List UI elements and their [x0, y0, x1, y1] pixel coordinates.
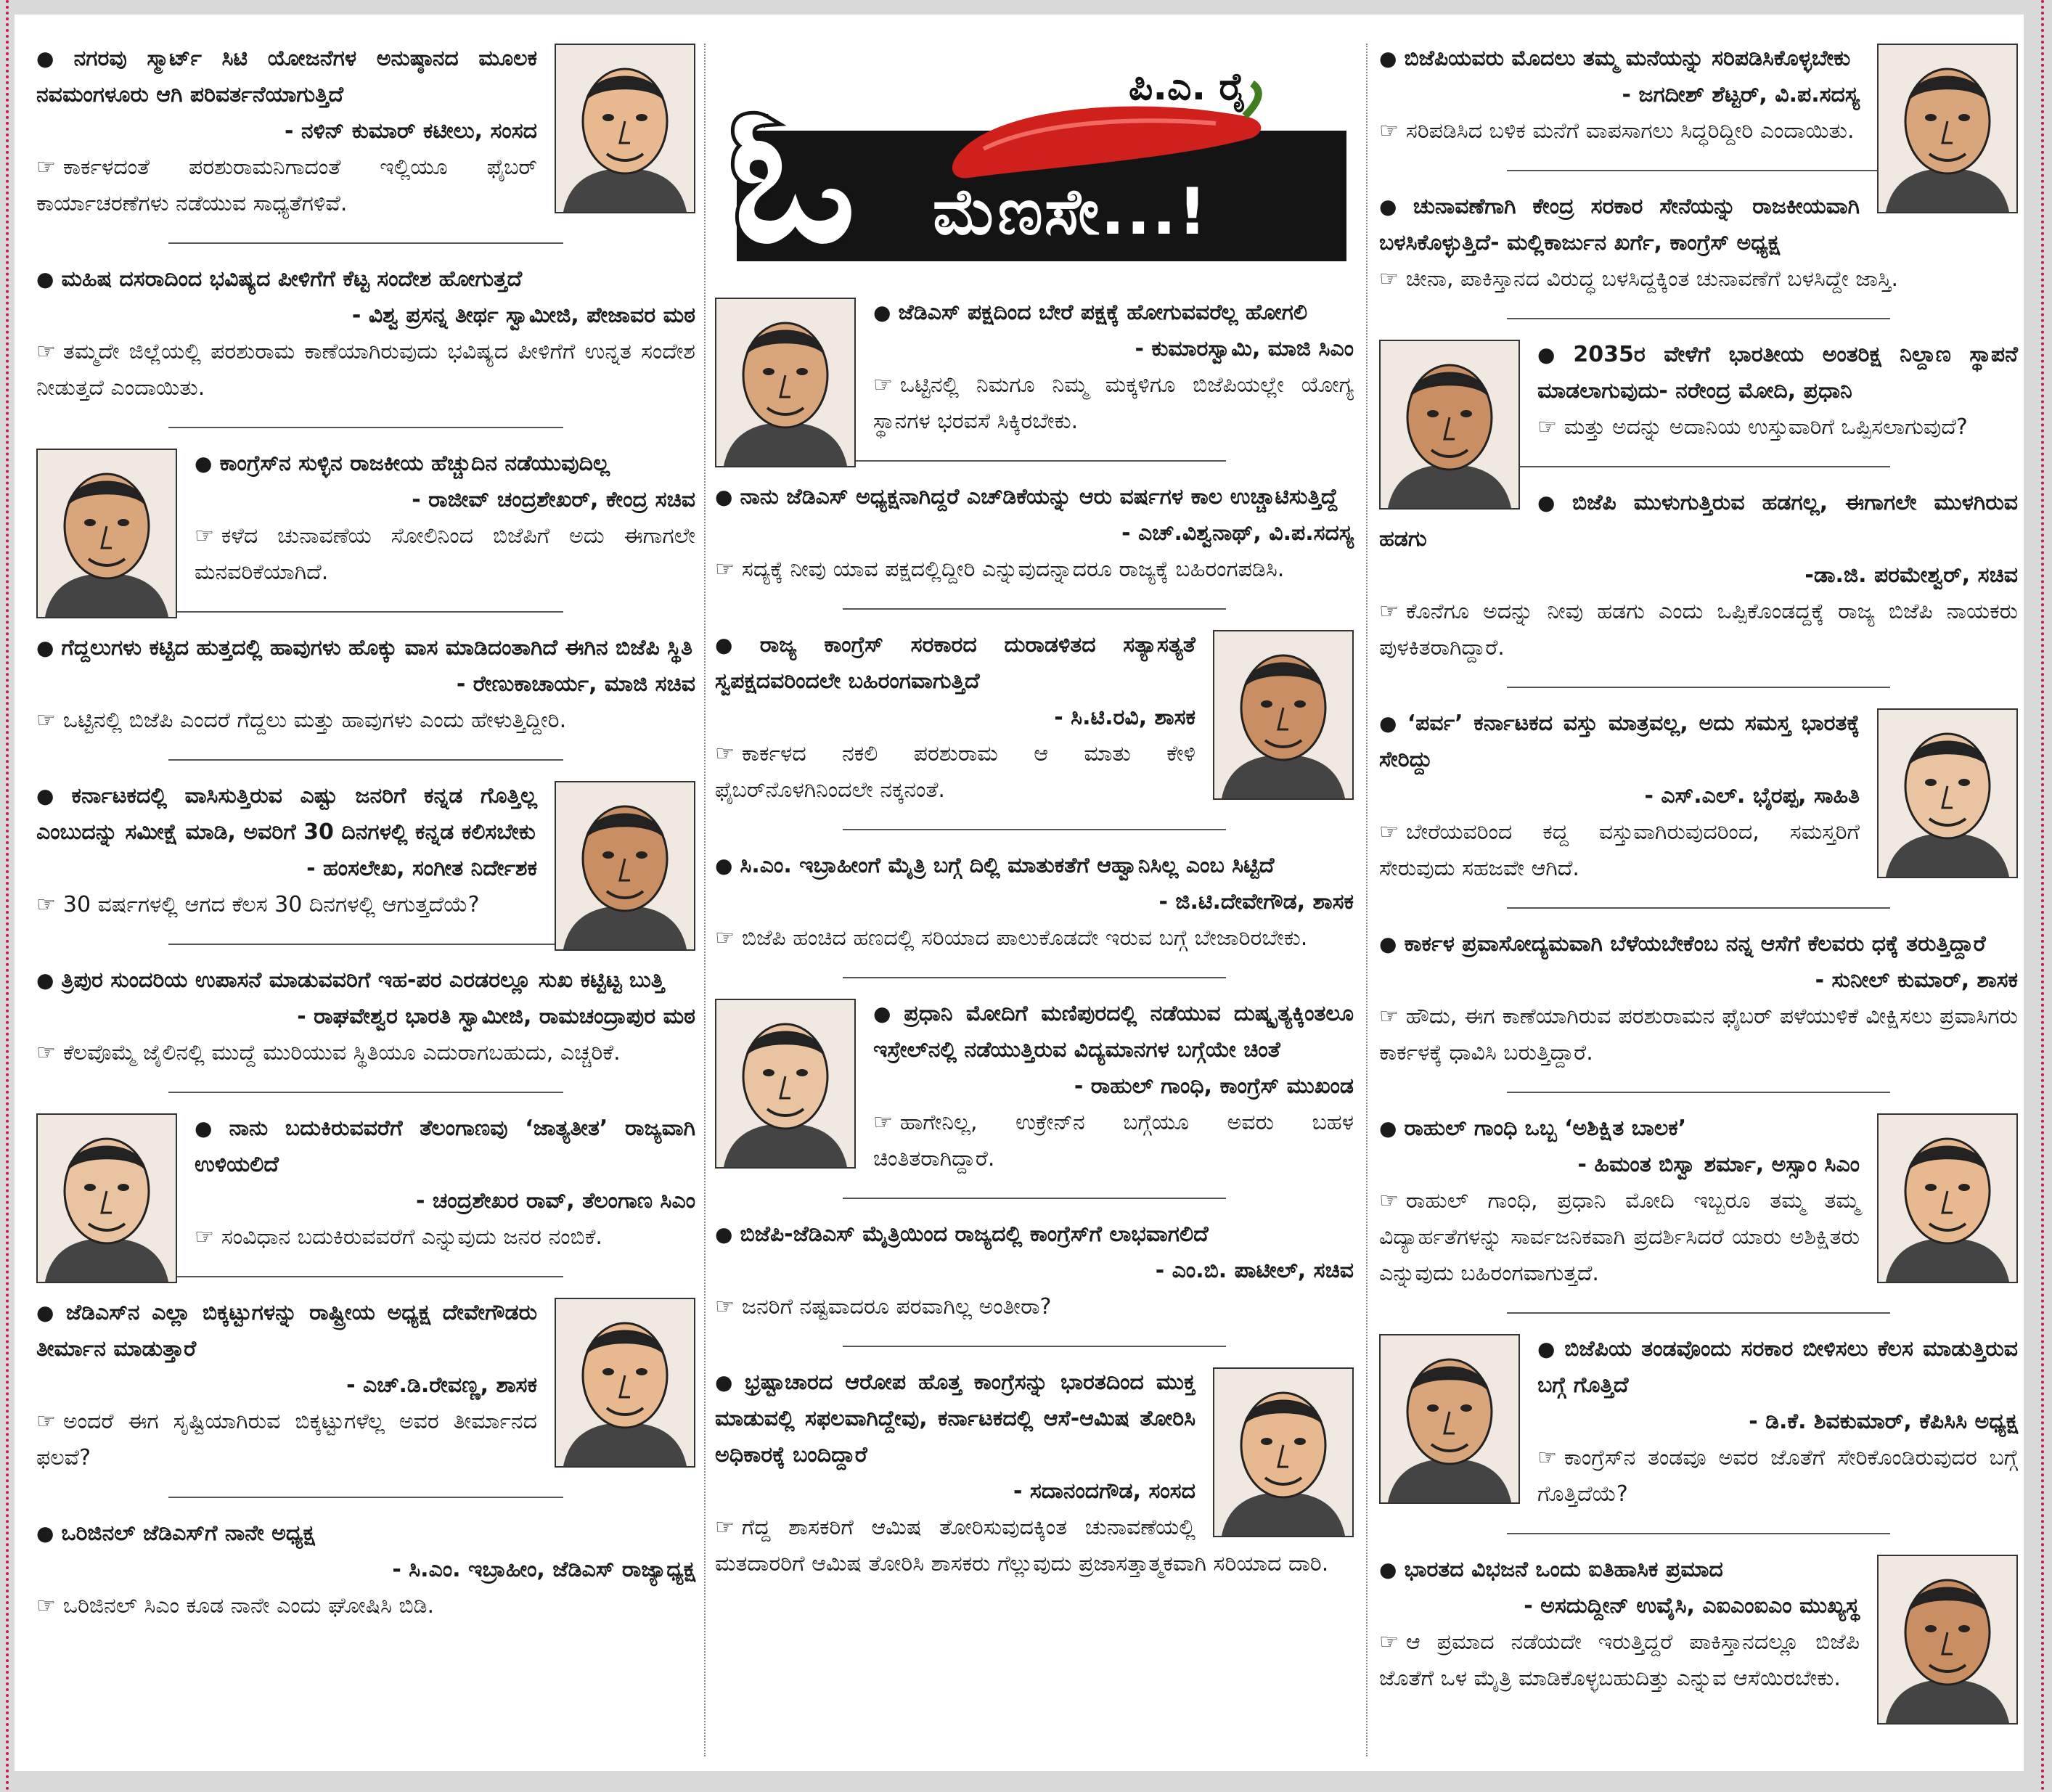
- bullet-icon: ●: [715, 1222, 733, 1246]
- caricature-portrait: [715, 999, 856, 1169]
- quote-speaker: - ಎಚ್.ಡಿ.ರೇವಣ್ಣ, ಶಾಸಕ: [346, 1372, 537, 1398]
- quote-speaker: -ಡಾ.ಜಿ. ಪರಮೇಶ್ವರ್, ಸಚಿವ: [1804, 562, 2018, 588]
- quote-statement: ಬಿಜೆಪಿಯ ತಂಡವೊಂದು ಸರಕಾರ ಬೀಳಿಸಲು ಕೆಲಸ ಮಾಡುತ್ತಿರುವ ಬಗ್ಗೆ ಗೊತ್ತಿದೆ: [1537, 1336, 2018, 1398]
- quote-statement: ಭಾರತದ ವಿಭಜನೆ ಒಂದು ಐತಿಹಾಸಿಕ ಪ್ರಮಾದ: [1404, 1557, 1723, 1582]
- quote-speaker: - ರಾಜೀವ್ ಚಂದ್ರಶೇಖರ್, ಕೇಂದ್ರ ಸಚಿವ: [412, 487, 695, 512]
- bullet-icon: ●: [715, 485, 733, 509]
- pointing-hand-icon: ☞: [195, 1224, 214, 1250]
- pointing-hand-icon: ☞: [36, 339, 56, 364]
- reply-statement: ಒಟ್ಟಿನಲ್ಲಿ ಬಿಜೆಪಿ ಎಂದರೆ ಗೆದ್ದಲು ಮತ್ತು ಹಾವುಗಳು ಎಂದು ಹೇಳುತ್ತಿದ್ದೀರಿ.: [62, 708, 567, 733]
- reply-statement: ಕಾರ್ಕಳದ ನಕಲಿ ಪರಶುರಾಮ ಆ ಮಾತು ಕೇಳಿ ಫೈಬರ್‌ನೊಳಗಿನಿಂದಲೇ ನಕ್ಕನಂತೆ.: [715, 741, 1195, 803]
- item-divider: [1507, 907, 1890, 909]
- reply-statement: ಬಿಜೆಪಿ ಹಂಚಿದ ಹಣದಲ್ಲಿ ಸರಿಯಾದ ಪಾಲುಕೊಡದೇ ಇರುವ ಬಗ್ಗೆ ಬೇಜಾರಿರಬೇಕು.: [741, 925, 1308, 951]
- bullet-icon: ●: [36, 1521, 54, 1545]
- column-author: ಪಿ.ಎ. ರೈ: [1129, 65, 1247, 109]
- logo-o-glyph-icon: [722, 65, 925, 285]
- quote-speaker: - ಹಿಮಂತ ಬಿಸ್ವಾ ಶರ್ಮಾ, ಅಸ್ಸಾಂ ಸಿಎಂ: [1577, 1152, 1860, 1177]
- quote-item: [715, 991, 1354, 1185]
- reply-statement: ರಾಹುಲ್ ಗಾಂಧಿ, ಪ್ರಧಾನಿ ಮೋದಿ ಇಬ್ಬರೂ ತಮ್ಮ ತಮ್ಮ ವಿದ್ಯಾರ್ಹತೆಗಳನ್ನು ಸಾರ್ವಜನಿಕವಾಗಿ ಪ್ರದರ್ಶಿಸಿದರೆ ಯಾರು ಅಶಿಕ್ಷಿತರು ಎನ್ನುವುದು ಬಹಿರಂಗವಾಗುತ್ತದೆ.: [1379, 1188, 1860, 1286]
- reply-text: [715, 552, 1354, 588]
- bullet-icon: ●: [195, 451, 213, 475]
- quote-statement: ನಾನು ಜೆಡಿಎಸ್ ಅಧ್ಯಕ್ಷನಾಗಿದ್ದರೆ ಎಚ್‌ಡಿಕೆಯನ್ನು ಆರು ವರ್ಷಗಳ ಕಾಲ ಉಚ್ಚಾಟಿಸುತ್ತಿದ್ದೆ: [740, 484, 1338, 510]
- quote-item: [36, 257, 695, 414]
- item-divider: [168, 759, 564, 761]
- reply-statement: ಹೌದು, ಈಗ ಕಾಣೆಯಾಗಿರುವ ಪರಶುರಾಮನ ಫೈಬರ್ ಪಳೆಯುಳಿಕೆ ವೀಕ್ಷಿಸಲು ಪ್ರವಾಸಿಗರು ಕಾರ್ಕಳಕ್ಕೆ ಧಾವಿಸಿ ಬರುತ್ತಿದ್ದಾರೆ.: [1379, 1004, 2018, 1065]
- bullet-icon: ●: [36, 968, 54, 992]
- reply-text: [1379, 594, 2018, 666]
- quote-statement: ಬಿಜೆಪಿ ಮುಳುಗುತ್ತಿರುವ ಹಡಗಲ್ಲ, ಈಗಾಗಲೇ ಮುಳಗಿರುವ ಹಡಗು: [1379, 490, 2018, 552]
- quote-statement: ರಾಜ್ಯ ಕಾಂಗ್ರೆಸ್ ಸರಕಾರದ ದುರಾಡಳಿತದ ಸತ್ಯಾಸತ್ಯತೆ ಸ್ವಪಕ್ಷದವರಿಂದಲೇ ಬಹಿರಂಗವಾಗುತ್ತಿದೆ: [715, 632, 1195, 694]
- quote-text: [715, 1216, 1354, 1253]
- item-divider: [843, 1198, 1226, 1199]
- pointing-hand-icon: ☞: [1537, 414, 1557, 440]
- quote-text: [715, 479, 1354, 515]
- bullet-icon: ●: [715, 633, 753, 657]
- reply-text: [36, 1035, 695, 1071]
- pointing-hand-icon: ☞: [715, 741, 735, 766]
- quote-item: [1379, 184, 2018, 305]
- reply-statement: ಹಾಗೇನಿಲ್ಲ, ಉಕ್ರೇನ್‌ನ ಬಗ್ಗೆಯೂ ಅವರು ಬಹಳ ಚಿಂತಿತರಾಗಿದ್ದಾರೆ.: [873, 1110, 1354, 1171]
- quote-speaker: - ಹಂಸಲೇಖ, ಸಂಗೀತ ನಿರ್ದೇಶಕ: [306, 856, 537, 881]
- caricature-portrait: [36, 1113, 177, 1283]
- pointing-hand-icon: ☞: [1379, 1629, 1399, 1655]
- quote-speaker: - ರೇಣುಕಾಚಾರ್ಯ, ಮಾಜಿ ಸಚಿವ: [456, 671, 695, 697]
- item-divider: [1507, 687, 1890, 688]
- bullet-icon: ●: [873, 1002, 897, 1026]
- pointing-hand-icon: ☞: [873, 1110, 893, 1135]
- quote-speaker: - ಕುಮಾರಸ್ವಾಮಿ, ಮಾಜಿ ಸಿಎಂ: [1135, 336, 1354, 361]
- quote-statement: ಪ್ರಧಾನಿ ಮೋದಿಗೆ ಮಣಿಪುರದಲ್ಲಿ ನಡೆಯುವ ದುಷ್ಕೃತ್ಯಕ್ಕಿಂತಲೂ ಇಸ್ರೇಲ್‌ನಲ್ಲಿ ನಡೆಯುತ್ತಿರುವ ವಿದ್ಯಮಾನಗಳ ಬಗ್ಗೆಯೇ ಚಿಂತೆ: [873, 1001, 1354, 1063]
- quote-item: [715, 623, 1354, 816]
- svg-text:ಓ: ಓ: [729, 65, 857, 285]
- quote-item: [36, 1511, 695, 1632]
- bullet-icon: ●: [1537, 491, 1566, 515]
- quote-item: [1379, 922, 2018, 1079]
- column-1: [36, 36, 695, 1771]
- pointing-hand-icon: ☞: [36, 892, 56, 917]
- reply-statement: ಕಳೆದ ಚುನಾವಣೆಯ ಸೋಲಿನಿಂದ ಬಿಜೆಪಿಗೆ ಅದು ಈಗಾಗಲೇ ಮನವರಿಕೆಯಾಗಿದೆ.: [195, 523, 695, 585]
- reply-statement: ತಮ್ಮದೇ ಜಿಲ್ಲೆಯಲ್ಲಿ ಪರಶುರಾಮ ಕಾಣೆಯಾಗಿರುವುದು ಭವಿಷ್ಯದ ಪೀಳಿಗೆಗೆ ಉನ್ನತ ಸಂದೇಶ ನೀಡುತ್ತದೆ ಎಂದಾಯಿತು.: [36, 339, 695, 401]
- caricature-portrait: [555, 44, 695, 213]
- reply-statement: ಆ ಪ್ರಮಾದ ನಡೆಯದೇ ಇರುತ್ತಿದ್ದರೆ ಪಾಕಿಸ್ತಾನದಲ್ಲೂ ಬಿಜೆಪಿ ಜೊತೆಗೆ ಒಳ ಮೈತ್ರಿ ಮಾಡಿಕೊಳ್ಳಬಹುದಿತ್ತು ಎನ್ನುವ ಆಸೆಯಿರಬೇಕು.: [1379, 1629, 1860, 1691]
- reply-statement: ಒರಿಜಿನಲ್ ಸಿಎಂ ಕೂಡ ನಾನೇ ಎಂದು ಘೋಷಿಸಿ ಬಿಡಿ.: [62, 1593, 435, 1619]
- quote-speaker: - ರಾಹುಲ್ ಗಾಂಧಿ, ಕಾಂಗ್ರೆಸ್ ಮುಖಂಡ: [1074, 1073, 1354, 1099]
- pointing-hand-icon: ☞: [715, 925, 735, 951]
- reply-text: [36, 334, 695, 406]
- quote-item: [36, 441, 695, 598]
- pointing-hand-icon: ☞: [195, 523, 214, 549]
- quote-item: [36, 36, 695, 229]
- caricature-portrait: [555, 781, 695, 951]
- reply-statement: ಜನರಿಗೆ ನಷ್ಟವಾದರೂ ಪರವಾಗಿಲ್ಲ ಅಂತೀರಾ?: [741, 1294, 1052, 1320]
- quote-statement: ಜೆಡಿಎಸ್ ಪಕ್ಷದಿಂದ ಬೇರೆ ಪಕ್ಷಕ್ಕೆ ಹೋಗುವವರೆಲ್ಲ ಹೋಗಲಿ: [898, 300, 1308, 325]
- caricature-portrait: [1877, 1555, 2018, 1725]
- caricature-portrait: [1213, 1367, 1354, 1537]
- quote-text: [715, 848, 1354, 884]
- pointing-hand-icon: ☞: [36, 155, 56, 180]
- quote-item: [715, 843, 1354, 964]
- reply-statement: ಸರಿಪಡಿಸಿದ ಬಳಿಕ ಮನೆಗೆ ವಾಪಸಾಗಲು ಸಿದ್ಧರಿದ್ದೀರಿ ಎಂದಾಯಿತು.: [1405, 118, 1855, 144]
- reply-statement: ಕಾರ್ಕಳದಂತೆ ಪರಶುರಾಮನಿಗಾದಂತೆ ಇಲ್ಲಿಯೂ ಫೈಬರ್ ಕಾರ್ಯಾಚರಣೆಗಳು ನಡೆಯುವ ಸಾಧ್ಯತೆಗಳಿವೆ.: [36, 155, 537, 216]
- reply-statement: ಮತ್ತು ಅದನ್ನು ಅದಾನಿಯ ಉಸ್ತುವಾರಿಗೆ ಒಪ್ಪಿಸಲಾಗುವುದೆ?: [1563, 414, 1968, 440]
- reply-text: [1379, 999, 2018, 1071]
- bullet-icon: ●: [195, 1116, 222, 1140]
- pointing-hand-icon: ☞: [715, 1515, 735, 1540]
- reply-statement: ಒಟ್ಟಿನಲ್ಲಿ ನಿಮಗೂ ನಿಮ್ಮ ಮಕ್ಕಳಿಗೂ ಬಿಜೆಪಿಯಲ್ಲೇ ಯೋಗ್ಯ ಸ್ಥಾನಗಳ ಭರವಸೆ ಸಿಕ್ಕಿರಬೇಕು.: [873, 372, 1354, 434]
- bullet-icon: ●: [1379, 932, 1397, 956]
- item-divider: [168, 427, 564, 428]
- item-divider: [843, 829, 1226, 830]
- pointing-hand-icon: ☞: [715, 557, 735, 582]
- quote-speaker: - ಸದಾನಂದಗೌಡ, ಸಂಸದ: [1013, 1478, 1195, 1504]
- quote-item: [36, 1290, 695, 1484]
- pointing-hand-icon: ☞: [873, 372, 893, 398]
- quote-item: [1379, 701, 2018, 894]
- caricature-portrait: [715, 298, 856, 467]
- quote-item: [1379, 480, 2018, 674]
- pointing-hand-icon: ☞: [1379, 266, 1399, 292]
- bullet-icon: ●: [1537, 343, 1566, 367]
- quote-text: [1379, 189, 2018, 261]
- reply-statement: ಕೆಲವೊಮ್ಮೆ ಜೈಲಿನಲ್ಲಿ ಮುದ್ದೆ ಮುರಿಯುವ ಸ್ಥಿತಿಯೂ ಎದುರಾಗಬಹುದು, ಎಚ್ಚರಿಕೆ.: [62, 1040, 621, 1065]
- pointing-hand-icon: ☞: [1379, 1004, 1399, 1029]
- right-stitch-border: [2041, 0, 2044, 1792]
- quote-item: [1379, 332, 2018, 453]
- bullet-icon: ●: [715, 1370, 737, 1394]
- reply-text: [1379, 261, 2018, 298]
- quote-statement: ನಗರವು ಸ್ಮಾರ್ಟ್ ಸಿಟಿ ಯೋಜನೆಗಳ ಅನುಷ್ಠಾನದ ಮೂಲಕ ನವಮಂಗಳೂರು ಆಗಿ ಪರಿವರ್ತನೆಯಾಗುತ್ತಿದೆ: [36, 46, 538, 107]
- quote-text: [36, 1515, 695, 1552]
- reply-statement: ಅಂದರೆ ಈಗ ಸೃಷ್ಟಿಯಾಗಿರುವ ಬಿಕ್ಕಟ್ಟುಗಳೆಲ್ಲ ಅವರ ತೀರ್ಮಾನದ ಫಲವೆ?: [36, 1409, 537, 1470]
- item-divider: [168, 242, 564, 244]
- item-divider: [843, 460, 1226, 462]
- caricature-portrait: [555, 1298, 695, 1468]
- quote-item: [715, 1212, 1354, 1333]
- quote-statement: ಸಿ.ಎಂ. ಇಬ್ರಾಹೀಂಗೆ ಮೈತ್ರಿ ಬಗ್ಗೆ ದಿಲ್ಲಿ ಮಾತುಕತೆಗೆ ಆಹ್ವಾನಿಸಿಲ್ಲ ಎಂಬ ಸಿಟ್ಟಿದೆ: [740, 853, 1275, 878]
- quote-statement: ರಾಹುಲ್ ಗಾಂಧಿ ಒಬ್ಬ ‘ಅಶಿಕ್ಷಿತ ಬಾಲಕ’: [1404, 1116, 1687, 1141]
- bullet-icon: ●: [1379, 711, 1400, 735]
- reply-statement: ಬೇರೆಯವರಿಂದ ಕದ್ದ ವಸ್ತುವಾಗಿರುವುದರಿಂದ, ಸಮಸ್ತರಿಗೆ ಸೇರುವುದು ಸಹಜವೇ ಆಗಿದೆ.: [1379, 819, 1860, 881]
- quote-item: [1379, 36, 2018, 157]
- bullet-icon: ●: [715, 854, 733, 877]
- column-title: ಮೆಣಸೇ...!: [933, 174, 1209, 249]
- quote-item: [36, 774, 695, 930]
- bullet-icon: ●: [36, 1301, 59, 1325]
- bullet-icon: ●: [1379, 1116, 1397, 1140]
- item-divider: [168, 1276, 564, 1277]
- column-3: [1379, 36, 2018, 1771]
- quote-item: [715, 1360, 1354, 1590]
- quote-statement: ಭ್ರಷ್ಟಾಚಾರದ ಆರೋಪ ಹೊತ್ತ ಕಾಂಗ್ರೆಸನ್ನು ಭಾರತದಿಂದ ಮುಕ್ತ ಮಾಡುವಲ್ಲಿ ಸಫಲವಾಗಿದ್ದೇವು, ಕರ್ನಾಟಕದಲ್ಲಿ ಆಸೆ-ಆಮಿಷ ತೋರಿಸಿ ಅಧಿಕಾರಕ್ಕೆ ಬಂದಿದ್ದಾರೆ: [715, 1370, 1195, 1468]
- quote-item: [36, 626, 695, 746]
- newspaper-page: [15, 15, 2024, 1771]
- quote-statement: ಕಾರ್ಕಳ ಪ್ರವಾಸೋದ್ಯಮವಾಗಿ ಬೆಳೆಯಬೇಕೆಂಬ ನನ್ನ ಆಸೆಗೆ ಕೆಲವರು ಧಕ್ಕೆ ತರುತ್ತಿದ್ದಾರೆ: [1404, 931, 1986, 957]
- quote-text: [36, 261, 695, 298]
- pointing-hand-icon: ☞: [36, 1409, 56, 1434]
- bullet-icon: ●: [1379, 1558, 1397, 1582]
- quote-speaker: - ಎಸ್.ಎಲ್. ಭೈರಪ್ಪ, ಸಾಹಿತಿ: [1644, 783, 1860, 809]
- reply-text: [715, 1289, 1354, 1325]
- item-divider: [1507, 466, 1890, 467]
- reply-statement: 30 ವರ್ಷಗಳಲ್ಲಿ ಆಗದ ಕೆಲಸ 30 ದಿನಗಳಲ್ಲಿ ಆಗುತ್ತದೆಯೆ?: [62, 892, 480, 917]
- reply-text: [36, 1588, 695, 1624]
- quote-item: [715, 290, 1354, 447]
- reply-statement: ಸಂವಿಧಾನ ಬದುಕಿರುವವರೆಗೆ ಎನ್ನುವುದು ಜನರ ನಂಬಿಕೆ.: [221, 1224, 602, 1250]
- pointing-hand-icon: ☞: [36, 1593, 56, 1619]
- quote-speaker: - ಸಿ.ಟಿ.ರವಿ, ಶಾಸಕ: [1054, 705, 1195, 730]
- quote-statement: ಕರ್ನಾಟಕದಲ್ಲಿ ವಾಸಿಸುತ್ತಿರುವ ಎಷ್ಟು ಜನರಿಗೆ ಕನ್ನಡ ಗೊತ್ತಿಲ್ಲ ಎಂಬುದನ್ನು ಸಮೀಕ್ಷೆ ಮಾಡಿ, ಅವರಿಗೆ 30 ದಿನಗಳಲ್ಲಿ ಕನ್ನಡ ಕಲಿಸಬೇಕು: [36, 783, 537, 845]
- item-divider: [168, 1497, 564, 1498]
- reply-statement: ಚೀನಾ, ಪಾಕಿಸ್ತಾನದ ವಿರುದ್ಧ ಬಳಸಿದ್ದಕ್ಕಿಂತ ಚುನಾವಣೆಗೆ ಬಳಸಿದ್ದೇ ಜಾಸ್ತಿ.: [1405, 266, 1899, 292]
- reply-statement: ಕೊನೆಗೂ ಅದನ್ನು ನೀವು ಹಡಗು ಎಂದು ಒಪ್ಪಿಕೊಂಡದ್ದಕ್ಕೆ ರಾಜ್ಯ ಬಿಜೆಪಿ ನಾಯಕರು ಪುಳಕಿತರಾಗಿದ್ದಾರೆ.: [1379, 599, 2018, 660]
- quote-text: [1379, 926, 2018, 962]
- quote-statement: ಬಿಜೆಪಿ-ಜೆಡಿಎಸ್ ಮೈತ್ರಿಯಿಂದ ರಾಜ್ಯದಲ್ಲಿ ಕಾಂಗ್ರೆಸ್‌ಗೆ ಲಾಭವಾಗಲಿದೆ: [740, 1222, 1209, 1247]
- pointing-hand-icon: ☞: [1379, 819, 1399, 845]
- column-separator: [704, 44, 706, 1756]
- quote-item: [1379, 1547, 2018, 1704]
- quote-statement: ‘ಪರ್ವ’ ಕರ್ನಾಟಕದ ವಸ್ತು ಮಾತ್ರವಲ್ಲ, ಅದು ಸಮಸ್ತ ಭಾರತಕ್ಕೆ ಸೇರಿದ್ದು: [1379, 711, 1860, 772]
- quote-statement: ಜೆಡಿಎಸ್‌ನ ಎಲ್ಲಾ ಬಿಕ್ಕಟ್ಟುಗಳನ್ನು ರಾಷ್ಟ್ರೀಯ ಅಧ್ಯಕ್ಷ ದೇವೇಗೌಡರು ತೀರ್ಮಾನ ಮಾಡುತ್ತಾರೆ: [36, 1300, 537, 1362]
- bullet-icon: ●: [36, 784, 65, 808]
- pointing-hand-icon: ☞: [1537, 1445, 1557, 1470]
- bullet-icon: ●: [36, 46, 67, 70]
- bullet-icon: ●: [36, 636, 54, 660]
- pointing-hand-icon: ☞: [715, 1294, 735, 1320]
- quote-item: [1379, 1106, 2018, 1299]
- item-divider: [1507, 318, 1890, 319]
- pointing-hand-icon: ☞: [1379, 118, 1399, 144]
- quote-speaker: - ರಾಘವೇಶ್ವರ ಭಾರತಿ ಸ್ವಾಮೀಜಿ, ರಾಮಚಂದ್ರಾಪುರ ಮಠ: [297, 1004, 695, 1029]
- quote-statement: ಬಿಜೆಪಿಯವರು ಮೊದಲು ತಮ್ಮ ಮನೆಯನ್ನು ಸರಿಪಡಿಸಿಕೊಳ್ಳಬೇಕು: [1404, 46, 1851, 71]
- reply-statement: ಸದ್ಯಕ್ಕೆ ನೀವು ಯಾವ ಪಕ್ಷದಲ್ಲಿದ್ದೀರಿ ಎನ್ನುವುದನ್ನಾದರೂ ರಾಜ್ಯಕ್ಕೆ ಬಹಿರಂಗಪಡಿಸಿ.: [741, 557, 1285, 582]
- quote-statement: 2035ರ ವೇಳೆಗೆ ಭಾರತೀಯ ಅಂತರಿಕ್ಷ ನಿಲ್ದಾಣ ಸ್ಥಾಪನೆ ಮಾಡಲಾಗುವುದು- ನರೇಂದ್ರ ಮೋದಿ, ಪ್ರಧಾನಿ: [1537, 342, 2018, 404]
- quote-text: [36, 630, 695, 666]
- pointing-hand-icon: ☞: [36, 708, 56, 733]
- caricature-portrait: [36, 449, 177, 618]
- bullet-icon: ●: [36, 267, 54, 291]
- quote-speaker: - ಚಂದ್ರಶೇಖರ ರಾವ್, ತೆಲಂಗಾಣ ಸಿಎಂ: [416, 1188, 695, 1214]
- quote-speaker: - ಎಚ್.ವಿಶ್ವನಾಥ್, ವಿ.ಪ.ಸದಸ್ಯ: [1121, 520, 1354, 546]
- caricature-portrait: [1877, 708, 2018, 878]
- item-divider: [168, 944, 564, 945]
- reply-statement: ಕಾಂಗ್ರೆಸ್‌ನ ತಂಡವೂ ಅವರ ಜೊತೆಗೆ ಸೇರಿಕೊಂಡಿರುವುದರ ಬಗ್ಗೆ ಗೊತ್ತಿದೆಯೆ?: [1537, 1445, 2018, 1507]
- column-2: [715, 36, 1354, 1771]
- quote-speaker: - ನಳಿನ್ ಕುಮಾರ್ ಕಟೀಲು, ಸಂಸದ: [284, 118, 537, 144]
- item-divider: [1507, 170, 1890, 171]
- caricature-portrait: [1877, 1113, 2018, 1283]
- quote-text: [36, 962, 695, 999]
- pointing-hand-icon: ☞: [36, 1040, 56, 1065]
- item-divider: [843, 608, 1226, 610]
- quote-speaker: - ಸಿ.ಎಂ. ಇಬ್ರಾಹೀಂ, ಜೆಡಿಎಸ್ ರಾಜ್ಯಾಧ್ಯಕ್ಷ: [392, 1557, 695, 1582]
- quote-statement: ಗೆದ್ದಲುಗಳು ಕಟ್ಟಿದ ಹುತ್ತದಲ್ಲಿ ಹಾವುಗಳು ಹೊಕ್ಕು ವಾಸ ಮಾಡಿದಂತಾಗಿದೆ ಈಗಿನ ಬಿಜೆಪಿ ಸ್ಥಿತಿ: [61, 635, 693, 660]
- quote-statement: ನಾನು ಬದುಕಿರುವವರೆಗೆ ತೆಲಂಗಾಣವು ‘ಜಾತ್ಯತೀತ’ ರಾಜ್ಯವಾಗಿ ಉಳಿಯಲಿದೆ: [195, 1116, 696, 1177]
- item-divider: [1507, 1092, 1890, 1093]
- quote-statement: ಕಾಂಗ್ರೆಸ್‌ನ ಸುಳ್ಳಿನ ರಾಜಕೀಯ ಹೆಚ್ಚುದಿನ ನಡೆಯುವುದಿಲ್ಲ: [219, 451, 610, 476]
- bullet-icon: ●: [873, 300, 891, 324]
- quote-item: [1379, 1327, 2018, 1520]
- quote-item: [715, 475, 1354, 595]
- pointing-hand-icon: ☞: [1379, 1188, 1399, 1214]
- reply-text: [715, 920, 1354, 957]
- item-divider: [1507, 1533, 1890, 1534]
- quote-item: [36, 1106, 695, 1263]
- bullet-icon: ●: [1379, 195, 1406, 218]
- quote-statement: ಮಹಿಷ ದಸರಾದಿಂದ ಭವಿಷ್ಯದ ಪೀಳಿಗೆಗೆ ಕೆಟ್ಟ ಸಂದೇಶ ಹೋಗುತ್ತದೆ: [61, 266, 523, 292]
- item-divider: [1507, 1312, 1890, 1314]
- quote-text: [1379, 485, 2018, 557]
- item-divider: [168, 1092, 564, 1093]
- bullet-icon: ●: [1379, 46, 1397, 70]
- pointing-hand-icon: ☞: [1379, 599, 1399, 624]
- quote-speaker: - ಸುನೀಲ್ ಕುಮಾರ್, ಶಾಸಕ: [1815, 967, 2018, 993]
- quote-statement: ಒರಿಜಿನಲ್ ಜೆಡಿಎಸ್‌ಗೆ ನಾನೇ ಅಧ್ಯಕ್ಷ: [61, 1521, 315, 1546]
- item-divider: [843, 977, 1226, 978]
- quote-speaker: - ಜಗದೀಶ್ ಶೆಟ್ಟರ್, ವಿ.ಪ.ಸದಸ್ಯ: [1622, 82, 1860, 107]
- column-separator: [1366, 44, 1368, 1756]
- column-header: [722, 51, 1346, 285]
- item-divider: [168, 611, 564, 613]
- caricature-portrait: [1213, 630, 1354, 800]
- quote-speaker: - ಡಿ.ಕೆ. ಶಿವಕುಮಾರ್, ಕೆಪಿಸಿಸಿ ಅಧ್ಯಕ್ಷ: [1749, 1409, 2018, 1434]
- quote-speaker: - ಜಿ.ಟಿ.ದೇವೇಗೌಡ, ಶಾಸಕ: [1158, 889, 1354, 915]
- quote-speaker: - ಎಂ.ಬಿ. ಪಾಟೀಲ್, ಸಚಿವ: [1155, 1258, 1354, 1283]
- bullet-icon: ●: [1537, 1337, 1558, 1361]
- left-stitch-border: [6, 0, 9, 1792]
- quote-speaker: - ವಿಶ್ವ ಪ್ರಸನ್ನ ತೀರ್ಥ ಸ್ವಾಮೀಜಿ, ಪೇಜಾವರ ಮಠ: [351, 303, 695, 328]
- item-divider: [843, 1346, 1226, 1347]
- quote-statement: ಚುನಾವಣೆಗಾಗಿ ಕೇಂದ್ರ ಸರಕಾರ ಸೇನೆಯನ್ನು ರಾಜಕೀಯವಾಗಿ ಬಳಸಿಕೊಳ್ಳುತ್ತಿದೆ- ಮಲ್ಲಿಕಾರ್ಜುನ ಖರ್ಗೆ, ಕಾಂಗ್ರೆಸ್ ಅಧ್ಯಕ್ಷ: [1379, 194, 1860, 255]
- caricature-portrait: [1379, 1334, 1520, 1504]
- quote-item: [36, 958, 695, 1079]
- reply-statement: ಗೆದ್ದ ಶಾಸಕರಿಗೆ ಆಮಿಷ ತೋರಿಸುವುದಕ್ಕಿಂತ ಚುನಾವಣೆಯಲ್ಲಿ ಮತದಾರರಿಗೆ ಆಮಿಷ ತೋರಿಸಿ ಶಾಸಕರು ಗೆಲ್ಲುವುದು ಪ್ರಜಾಸತ್ತಾತ್ಮಕವಾಗಿ ಸರಿಯಾದ ದಾರಿ.: [715, 1515, 1329, 1576]
- reply-text: [36, 703, 695, 739]
- quote-statement: ತ್ರಿಪುರ ಸುಂದರಿಯ ಉಪಾಸನೆ ಮಾಡುವವರಿಗೆ ಇಹ-ಪರ ಎರಡರಲ್ಲೂ ಸುಖ ಕಟ್ಟಿಟ್ಟ ಬುತ್ತಿ: [61, 967, 665, 993]
- quote-speaker: - ಅಸದುದ್ದೀನ್ ಉವೈಸಿ, ಎಐಎಂಐಎಂ ಮುಖ್ಯಸ್ಥ: [1524, 1593, 1860, 1619]
